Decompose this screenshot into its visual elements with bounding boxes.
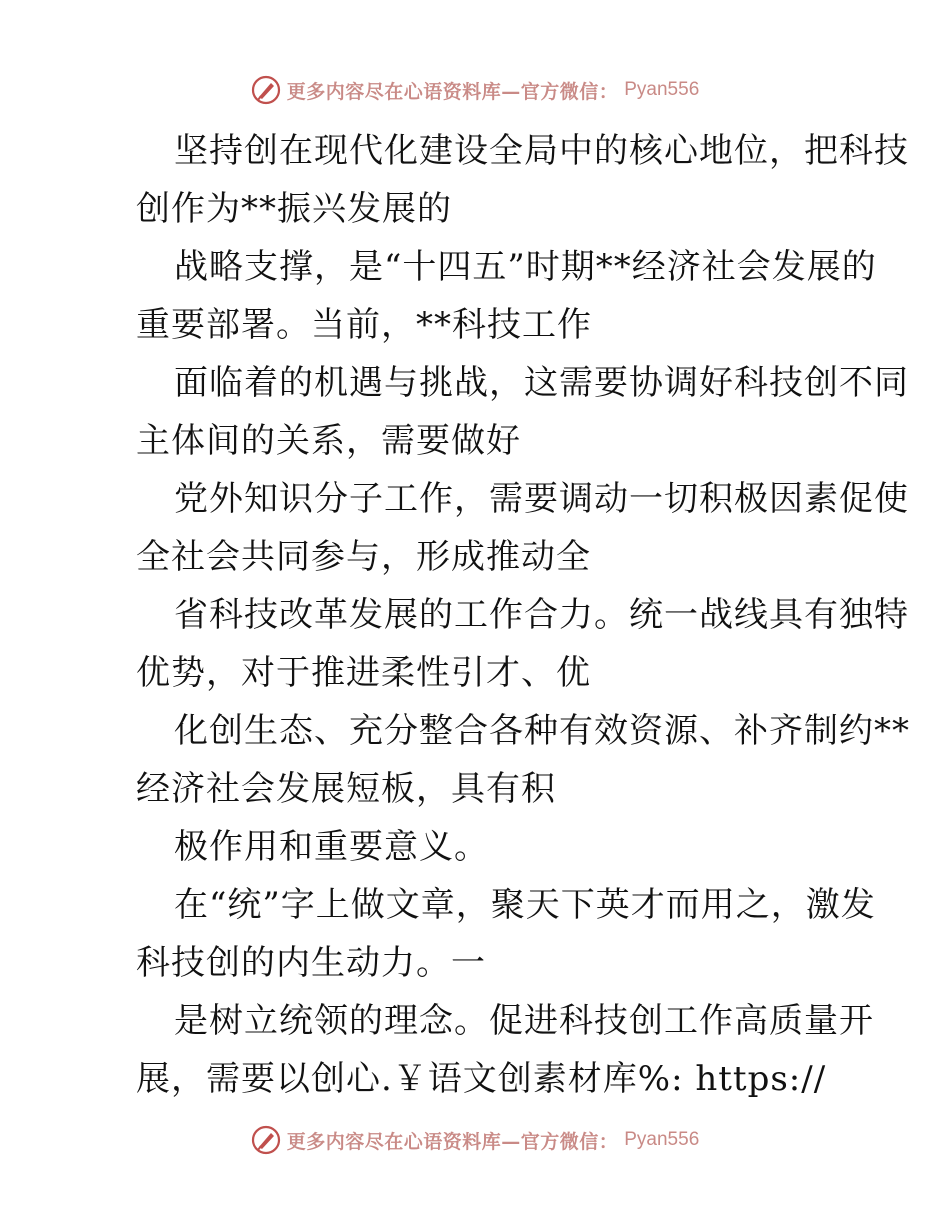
body-line: 省科技改革发展的工作合力。统一战线具有独特 (174, 595, 909, 635)
body-line: 重要部署。当前，**科技工作 (136, 305, 592, 345)
body-line: 战略支撑，是“十四五”时期**经济社会发展的 (174, 247, 877, 287)
header-wechat-id: Pyan556 (624, 79, 700, 100)
body-line: 经济社会发展短板，具有积 (136, 769, 556, 809)
body-line: 极作用和重要意义。 (174, 827, 489, 867)
body-line: 主体间的关系，需要做好 (136, 421, 521, 461)
body-line: 优势，对于推进柔性引才、优 (136, 653, 591, 693)
body-line: 化创生态、充分整合各种有效资源、补齐制约** (174, 711, 910, 751)
footer-banner (0, 1120, 950, 1160)
quill-pen-logo-icon (251, 75, 281, 105)
document-body (98, 122, 910, 1108)
body-line: 创作为**振兴发展的 (136, 189, 452, 229)
body-line: 坚持创在现代化建设全局中的核心地位，把科技 (174, 131, 909, 171)
quill-pen-logo-icon (251, 1125, 281, 1155)
footer-wechat-id: Pyan556 (624, 1129, 700, 1150)
header-banner (0, 70, 950, 110)
body-line: 在“统”字上做文章，聚天下英才而用之，激发 (174, 885, 876, 925)
header-brand-text: 更多内容尽在心语资料库—官方微信： (286, 80, 619, 103)
body-line: 是树立统领的理念。促进科技创工作高质量开 (174, 1001, 874, 1041)
body-line: 党外知识分子工作，需要调动一切积极因素促使 (174, 479, 909, 519)
body-line: 展，需要以创心.￥语文创素材库%: https:// (136, 1059, 827, 1099)
body-line: 全社会共同参与，形成推动全 (136, 537, 591, 577)
body-line: 科技创的内生动力。一 (136, 943, 486, 983)
footer-brand-text: 更多内容尽在心语资料库—官方微信： (286, 1130, 619, 1153)
body-line: 面临着的机遇与挑战，这需要协调好科技创不同 (174, 363, 909, 403)
